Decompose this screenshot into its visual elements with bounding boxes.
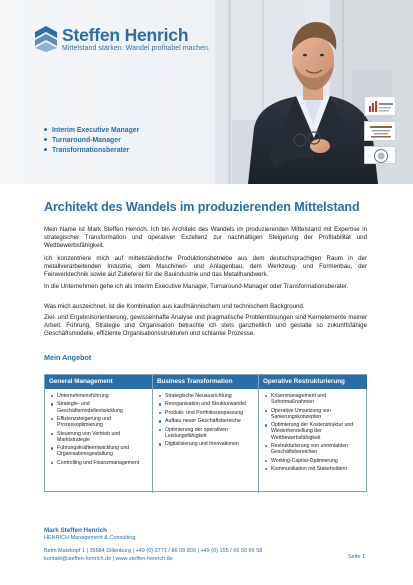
steffen-henrich-logo-icon <box>33 25 59 53</box>
offer-column-operative-restrukturierung <box>258 375 367 493</box>
list-item: Steuerung von Vertrieb und Marktstrategie <box>51 431 149 443</box>
offer-heading: Mein Angebot <box>44 353 92 362</box>
offer-column-title: Operative Restrukturierung <box>259 375 367 389</box>
footer-company: HENRICH Management & Consulting <box>44 535 136 541</box>
award-badge <box>364 96 396 116</box>
offer-table <box>44 374 367 492</box>
list-item: Produkt- und Portfoliosanpassung <box>159 410 255 416</box>
bullet-icon <box>44 138 47 141</box>
brand-tagline: Mittelstand stärken. Wandel profitabel machen. <box>62 44 210 52</box>
list-item: Operative Umsetzung von Sanierungskonzepten <box>265 408 364 420</box>
offer-column-title: Business Transformation <box>153 375 258 389</box>
list-item: Optimierung der operativen Leistungsfähigkeit <box>159 427 255 439</box>
page-number: Seite 1 <box>347 554 365 560</box>
list-item: Unternehmensführung <box>51 393 149 399</box>
paragraph-approach: Ziel- und Ergebnisorientierung, gewissenhafte Analyse und pragmatische Problemlösungen sind Kernelemente meiner Arbeit. Führung, Strategie und Organisation betrachte ich stets ganzheitlich und gestalte so zukunftsfähige Geschäftsmodelle, effiziente Organisationsstrukturen und schlanke Prozesse. <box>44 314 367 337</box>
footer <box>44 527 367 563</box>
list-item: Krisenmanagement und Sofortmaßnahmen <box>265 393 364 405</box>
bullet-icon <box>44 128 47 131</box>
paragraph-intro: Mein Name ist Mark Steffen Henrich. Ich bin Architekt des Wandels im produzierenden Mittelstand mit Expertise in strategischer Transformation und operativer Exzellenz zur nachhaltigen Steigerung der Profitabilität und Wettbewerbsfähigkeit. <box>44 226 367 249</box>
page-title: Architekt des Wandels im produzierenden Mittelstand <box>44 200 360 214</box>
role-item: Turnaround-Manager <box>44 136 139 146</box>
list-item: Optimierung der Kostenstruktur und Wiederherstellung der Wettbewerbsfähigkeit <box>265 422 364 441</box>
paragraph-distinction: Was mich auszeichnet, ist die Kombination aus kaufmännischem und technischem Background. <box>44 303 305 310</box>
brand-name: Steffen Henrich <box>62 25 189 45</box>
list-item: Strategie- und Geschäftsmodellentwicklung <box>51 401 149 413</box>
list-item: Digitalisierung und Innovationen <box>159 441 255 447</box>
list-item: Working-Capital-Optimierung <box>265 458 364 464</box>
list-item: Führungskräfteentwicklung und Organisationsgestaltung <box>51 445 149 457</box>
role-item: Interim Executive Manager <box>44 126 139 136</box>
seal-badge-icon <box>365 147 397 165</box>
role-list <box>44 126 139 156</box>
partner-badge-icon <box>365 122 397 142</box>
role-item: Transformationsberater <box>44 146 139 156</box>
paragraph-roles: In die Unternehmen gehe ich als Interim Executive Manager, Turnaround-Manager oder Transformationsberater. <box>44 283 349 290</box>
bullet-icon <box>44 148 47 151</box>
hero-banner <box>0 0 413 184</box>
footer-name: Mark Steffen Henrich <box>44 527 107 534</box>
list-item: Controlling und Finanzmanagement <box>51 460 149 466</box>
offer-column-title: General Management <box>45 375 152 389</box>
list-item: Kommunikation mit Stakeholdern <box>265 466 364 472</box>
list-item: Effizienzsteigerung und Prozessoptimierung <box>51 416 149 428</box>
award-badge-icon <box>365 97 397 117</box>
footer-address: Beim Matzkopf 1 | 35684 Dillenburg | +49 (0) 2771 / 86 09 809 | +49 (0) 155 / 66 50 66 58 <box>44 547 263 554</box>
list-item: Aufbau neuer Geschäftsbereiche <box>159 418 255 424</box>
list-item: Reorganisation und Strukturwandel <box>159 401 255 407</box>
footer-web-links[interactable]: kontakt@steffen-henrich.de | www.steffen-henrich.de <box>44 555 173 562</box>
list-item: Restrukturierung von unrentablen Geschäftsbereichen <box>265 443 364 455</box>
list-item: Strategische Neuausrichtung <box>159 393 255 399</box>
partner-badge <box>364 121 396 141</box>
seal-badge <box>364 146 396 164</box>
paragraph-focus: Ich konzentriere mich auf mittelständische Produktionsbetriebe aus dem deutschsprachigen Raum in der metallverarbeitenden Industrie, dem Maschinen- und Anlagenbau, dem Werkzeug- und Formenbau, der Feinwerktechnik sowie auf Zulieferer für die Bauindustrie und das Metallhandwerk. <box>44 255 367 278</box>
offer-column-general-management <box>45 375 152 493</box>
logo[interactable] <box>33 25 210 55</box>
offer-column-business-transformation <box>152 375 258 493</box>
